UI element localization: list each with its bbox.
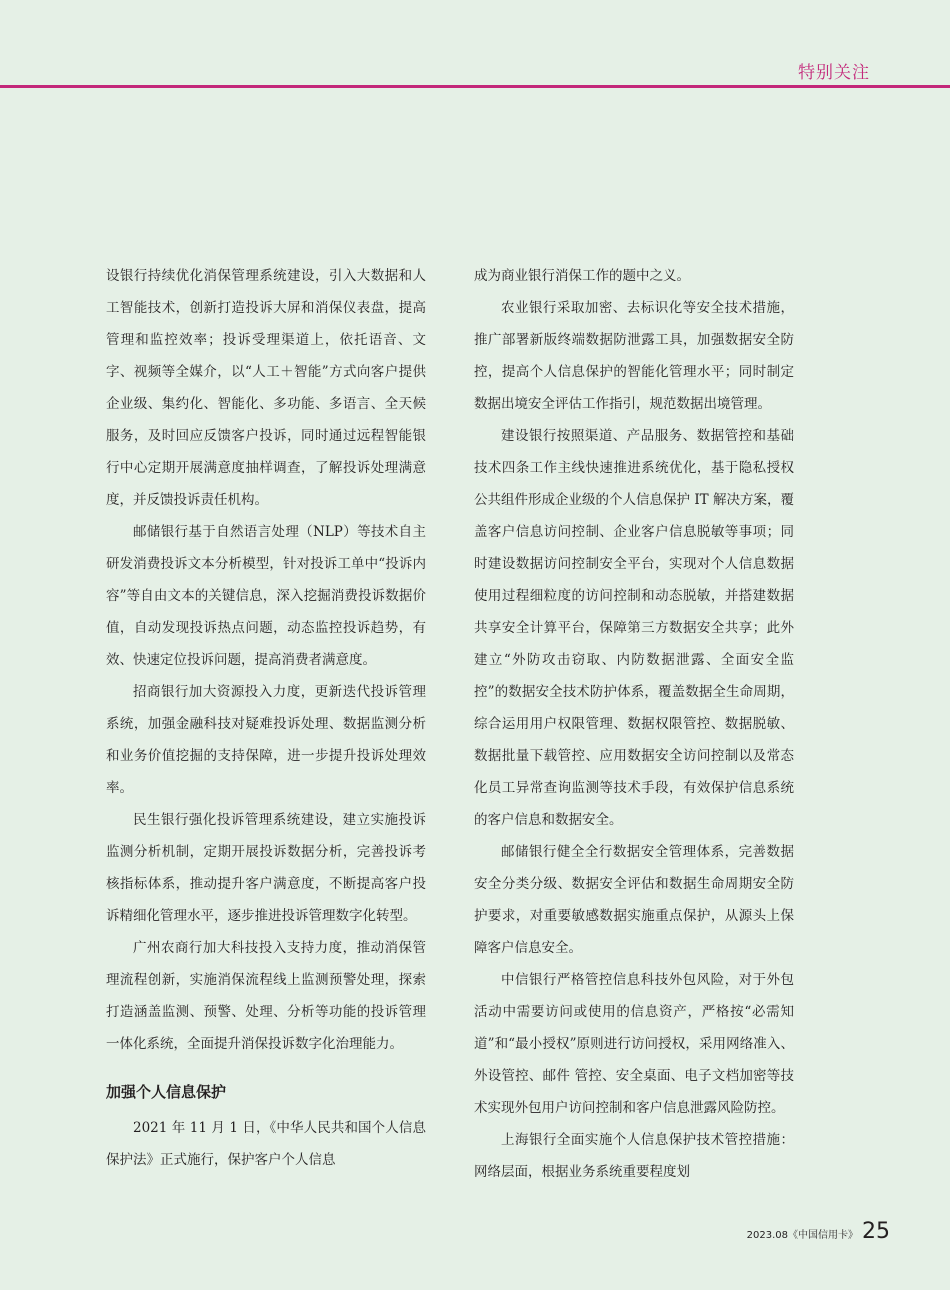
paragraph: 民生银行强化投诉管理系统建设，建立实施投诉监测分析机制，定期开展投诉数据分析，完善投诉考核指标体系，推动提升客户满意度，不断提高客户投诉精细化管理水平，逐步推进投诉管理数字化转型。 [106, 812, 426, 924]
left-column [106, 260, 426, 1176]
paragraph: 邮储银行健全全行数据安全管理体系，完善数据安全分类分级、数据安全评估和数据生命周期安全防护要求，对重要敏感数据实施重点保护，从源头上保障客户信息安全。 [474, 844, 794, 956]
paragraph: 招商银行加大资源投入力度，更新迭代投诉管理系统，加强金融科技对疑难投诉处理、数据监测分析和业务价值挖掘的支持保障，进一步提升投诉处理效率。 [106, 684, 426, 796]
paragraph: 农业银行采取加密、去标识化等安全技术措施，推广部署新版终端数据防泄露工具，加强数据安全防控，提高个人信息保护的智能化管理水平；同时制定数据出境安全评估工作指引，规范数据出境管理。 [474, 300, 794, 412]
paragraph: 2021 年 11 月 1 日，《中华人民共和国个人信息保护法》正式施行，保护客户个人信息 [106, 1120, 426, 1168]
paragraph: 邮储银行基于自然语言处理（NLP）等技术自主研发消费投诉文本分析模型，针对投诉工单中“投诉内容”等自由文本的关键信息，深入挖掘消费投诉数据价值，自动发现投诉热点问题，动态监控投诉趋势，有效、快速定位投诉问题，提高消费者满意度。 [106, 524, 426, 668]
paragraph: 设银行持续优化消保管理系统建设，引入大数据和人工智能技术，创新打造投诉大屏和消保仪表盘，提高管理和监控效率；投诉受理渠道上，依托语音、文字、视频等全媒介，以“人工＋智能”方式向客户提供企业级、集约化、智能化、多功能、多语言、全天候服务，及时回应反馈客户投诉，同时通过远程智能银行中心定期开展满意度抽样调查，了解投诉处理满意度，并反馈投诉责任机构。 [106, 268, 426, 508]
paragraph: 建设银行按照渠道、产品服务、数据管控和基础技术四条工作主线快速推进系统优化，基于隐私授权公共组件形成企业级的个人信息保护 IT 解决方案，覆盖客户信息访问控制、企业客户信息脱敏等事项；同时建设数据访问控制安全平台，实现对个人信息数据使用过程细粒度的访问控制和动态脱敏，并搭建数据共享安全计算平台，保障第三方数据安全共享；此外建立“外防攻击窃取、内防数据泄露、全面安全监控”的数据安全技术防护体系，覆盖数据全生命周期，综合运用用户权限管理、数据权限管控、数据脱敏、数据批量下载管控、应用数据安全访问控制以及常态化员工异常查询监测等技术手段，有效保护信息系统的客户信息和数据安全。 [474, 428, 794, 828]
paragraph: 广州农商行加大科技投入支持力度，推动消保管理流程创新，实施消保流程线上监测预警处理，探索打造涵盖监测、预警、处理、分析等功能的投诉管理一体化系统，全面提升消保投诉数字化治理能力。 [106, 940, 426, 1052]
page-number: 25 [862, 1219, 890, 1244]
paragraph: 中信银行严格管控信息科技外包风险，对于外包活动中需要访问或使用的信息资产，严格按“必需知道”和“最小授权”原则进行访问授权，采用网络准入、外设管控、邮件 管控、安全桌面、电子文档加密等技术实现外包用户访问控制和客户信息泄露风险防控。 [474, 972, 794, 1116]
header-divider [0, 85, 950, 88]
right-column [474, 260, 794, 1188]
section-label: 特别关注 [798, 63, 870, 83]
section-heading: 加强个人信息保护 [106, 1083, 227, 1101]
issue-info: 2023.08《中国信用卡》 [746, 1230, 858, 1241]
paragraph: 成为商业银行消保工作的题中之义。 [474, 268, 690, 284]
page-footer [747, 1219, 890, 1244]
paragraph: 上海银行全面实施个人信息保护技术管控措施：网络层面，根据业务系统重要程度划 [474, 1132, 794, 1180]
